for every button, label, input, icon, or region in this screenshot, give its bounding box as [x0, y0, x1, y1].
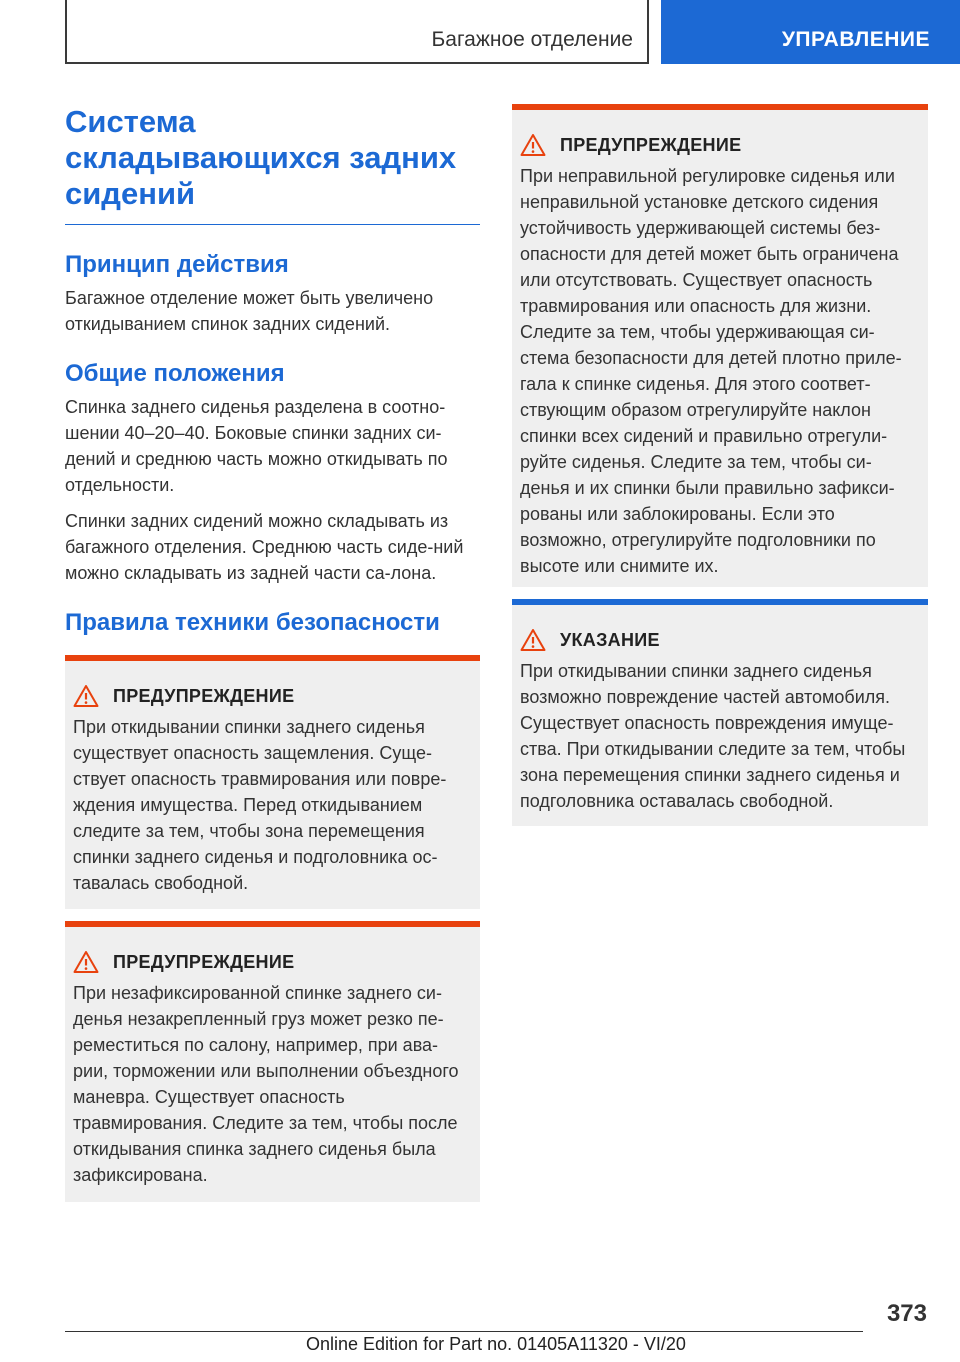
warning-box-cargo — [65, 921, 480, 1202]
warning-text: При откидывании спинки заднего сиденья существует опасность защемления. Суще-ствует опасность травмирования или повре-ждения имущества. Перед откидыванием следите за тем, чтобы зона перемещения спинки заднего сиденья и подголовника ос-тавалась свободной. — [73, 717, 447, 893]
warning-title: ПРЕДУПРЕЖДЕНИЕ — [113, 951, 295, 972]
general-heading: Общие положения — [65, 360, 285, 387]
warning-title-row — [73, 683, 468, 709]
note-title-row — [520, 627, 920, 653]
warning-title: ПРЕДУПРЕЖДЕНИЕ — [560, 134, 742, 155]
warning-text: При незафиксированной спинке заднего си-денья незакрепленный груз может резко пе-реместиться по салону, например, при ава-рии, торможении или выполнении объездного маневра. Существует опасность травмирования. Следите за тем, чтобы после откидывания спинка заднего сиденья была зафиксирована. — [73, 983, 459, 1185]
note-title: УКАЗАНИЕ — [560, 629, 660, 650]
page-title: Система складывающихся задних сидений — [65, 104, 457, 211]
warning-title-row — [73, 949, 468, 975]
page-number: 373 — [886, 1300, 927, 1327]
warning-triangle-icon — [73, 684, 99, 708]
safety-heading: Правила техники безопасности — [65, 609, 440, 636]
warning-text: При неправильной регулировке сиденья или неправильной установке детского сидения устойчивость удерживающей системы без-опасности для детей может быть ограничена или отсутствовать. Существует опасность травмирования или опасность для жизни. Следите за тем, чтобы удерживающая си-стема безопасности для детей плотно приле-гала к спинке сиденья. Для этого соответ-ствующим образом отрегулируйте наклон спинки всех сидений и правильно отрегули-руйте сиденья. Следите за тем, чтобы си-денья и их спинки были правильно зафикси-рованы или заблокированы. Если это возможно, отрегулируйте подголовники по высоте или снимите их. — [520, 166, 902, 576]
header-chapter-title: УПРАВЛЕНИЕ — [781, 28, 930, 51]
warning-title: ПРЕДУПРЕЖДЕНИЕ — [113, 685, 295, 706]
warning-triangle-icon — [520, 628, 546, 652]
principle-heading: Принцип действия — [65, 251, 289, 278]
title-divider — [65, 224, 480, 225]
header-section-tab — [65, 0, 649, 64]
warning-title-row — [520, 132, 920, 158]
warning-box-child-seat — [512, 104, 928, 587]
left-column — [65, 104, 480, 1202]
footer-divider — [65, 1331, 863, 1332]
general-text-2: Спинки задних сидений можно складывать из багажного отделения. Среднюю часть сиде-ний можно складывать из задней части са-лона. — [65, 511, 464, 583]
warning-triangle-icon — [520, 133, 546, 157]
header-section-title: Багажное отделение — [431, 28, 633, 51]
header-chapter-tab — [661, 0, 960, 64]
note-text: При откидывании спинки заднего сиденья возможно повреждение частей автомобиля. Существует опасность повреждения имуще-ства. При откидывании следите за тем, чтобы зона перемещения спинки заднего сиденья и подголовника оставалась свободной. — [520, 661, 906, 811]
note-box-damage — [512, 599, 928, 826]
principle-text: Багажное отделение может быть увеличено откидыванием спинок задних сидений. — [65, 288, 434, 334]
general-text-1: Спинка заднего сиденья разделена в соотно-шении 40–20–40. Боковые спинки задних си-дений и среднюю часть можно откидывать по отдельности. — [65, 397, 448, 495]
right-column — [512, 104, 928, 826]
warning-box-pinching — [65, 655, 480, 909]
warning-triangle-icon — [73, 950, 99, 974]
edition-footer: Online Edition for Part no. 01405A11320 - VI/20 — [306, 1334, 686, 1354]
